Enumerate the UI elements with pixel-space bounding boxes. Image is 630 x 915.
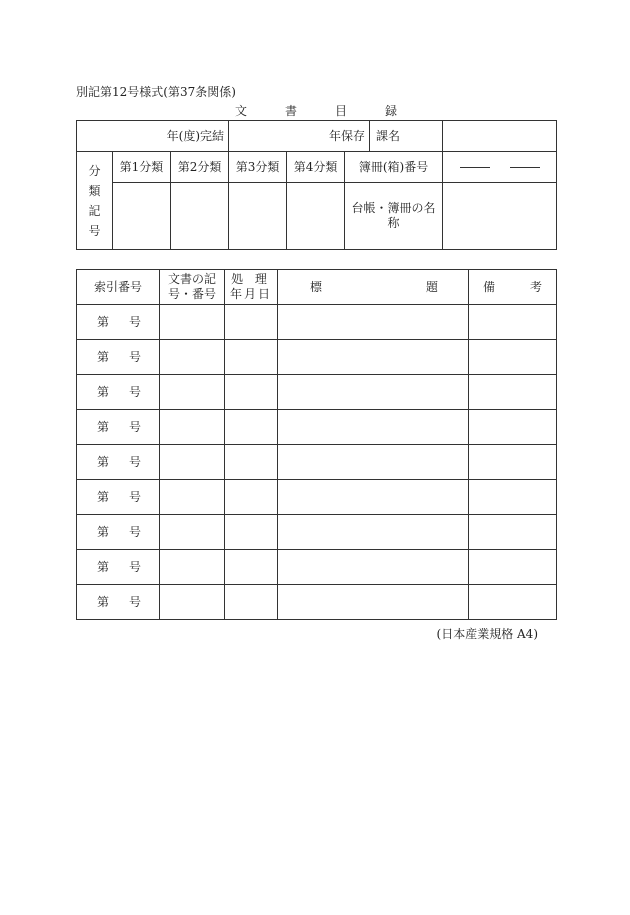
category-1-header: 第1分類 <box>113 152 171 183</box>
index-prefix: 第 <box>97 314 110 329</box>
subject-cell[interactable] <box>278 305 469 340</box>
table-row <box>77 410 557 445</box>
classification-char-1: 分 <box>88 163 101 178</box>
index-suffix: 号 <box>128 454 141 469</box>
index-suffix: 号 <box>128 349 141 364</box>
remarks-char-2: 考 <box>529 279 542 294</box>
index-rows <box>77 305 557 620</box>
processing-date-cell[interactable] <box>225 305 278 340</box>
ledger-name-line2: 称 <box>387 216 400 230</box>
index-number-cell[interactable] <box>77 445 160 480</box>
index-number-cell[interactable] <box>77 410 160 445</box>
category-2-value-cell[interactable] <box>171 183 229 250</box>
category-2-header: 第2分類 <box>171 152 229 183</box>
subject-cell[interactable] <box>278 445 469 480</box>
index-prefix: 第 <box>97 559 110 574</box>
category-3-value-cell[interactable] <box>229 183 287 250</box>
dash-separator-2 <box>510 167 540 168</box>
processing-date-cell[interactable] <box>225 410 278 445</box>
index-suffix: 号 <box>128 594 141 609</box>
table-row <box>77 585 557 620</box>
section-name-label: 課名 <box>376 129 401 143</box>
subject-cell[interactable] <box>278 410 469 445</box>
category-1-value-cell[interactable] <box>113 183 171 250</box>
remarks-cell[interactable] <box>469 480 557 515</box>
index-suffix: 号 <box>128 419 141 434</box>
category-3-header: 第3分類 <box>229 152 287 183</box>
doc-mark-cell[interactable] <box>160 585 225 620</box>
table-row <box>77 305 557 340</box>
header-table <box>76 120 557 250</box>
doc-mark-header <box>160 270 225 305</box>
processing-date-header <box>225 270 278 305</box>
paper-size-note: (日本産業規格 A4) <box>436 627 538 641</box>
remarks-cell[interactable] <box>469 585 557 620</box>
index-prefix: 第 <box>97 594 110 609</box>
section-name-value-cell[interactable] <box>443 121 557 152</box>
processing-date-cell[interactable] <box>225 480 278 515</box>
subject-cell[interactable] <box>278 515 469 550</box>
classification-char-4: 号 <box>88 223 101 238</box>
index-number-cell[interactable] <box>77 340 160 375</box>
index-prefix: 第 <box>97 489 110 504</box>
remarks-cell[interactable] <box>469 305 557 340</box>
table-row <box>77 515 557 550</box>
subject-cell[interactable] <box>278 550 469 585</box>
remarks-cell[interactable] <box>469 550 557 585</box>
processing-date-cell[interactable] <box>225 375 278 410</box>
subject-header <box>278 270 469 305</box>
remarks-header <box>469 270 557 305</box>
remarks-cell[interactable] <box>469 410 557 445</box>
table-row <box>77 480 557 515</box>
index-prefix: 第 <box>97 524 110 539</box>
subject-cell[interactable] <box>278 340 469 375</box>
index-suffix: 号 <box>128 314 141 329</box>
processing-line1: 処 理 <box>231 272 271 286</box>
ledger-name-value-cell[interactable] <box>443 183 557 250</box>
document-title: 文書目録 <box>234 104 435 118</box>
index-number-cell[interactable] <box>77 305 160 340</box>
index-number-header: 索引番号 <box>77 270 160 305</box>
index-suffix: 号 <box>128 524 141 539</box>
subject-cell[interactable] <box>278 375 469 410</box>
table-row <box>77 445 557 480</box>
ledger-name-header <box>345 183 443 250</box>
doc-mark-cell[interactable] <box>160 550 225 585</box>
processing-line2: 年月日 <box>229 287 272 301</box>
processing-date-cell[interactable] <box>225 585 278 620</box>
remarks-char-1: 備 <box>483 279 496 294</box>
doc-mark-cell[interactable] <box>160 375 225 410</box>
retention-cell[interactable] <box>229 121 443 152</box>
category-4-value-cell[interactable] <box>287 183 345 250</box>
retention-label: 年保存 <box>229 121 370 151</box>
category-4-header: 第4分類 <box>287 152 345 183</box>
processing-date-cell[interactable] <box>225 550 278 585</box>
processing-date-cell[interactable] <box>225 340 278 375</box>
processing-date-cell[interactable] <box>225 515 278 550</box>
index-number-cell[interactable] <box>77 375 160 410</box>
remarks-cell[interactable] <box>469 375 557 410</box>
index-prefix: 第 <box>97 454 110 469</box>
index-prefix: 第 <box>97 419 110 434</box>
index-table <box>76 269 557 620</box>
doc-mark-line1: 文書の記 <box>167 272 216 286</box>
doc-mark-cell[interactable] <box>160 445 225 480</box>
table-row <box>77 340 557 375</box>
table-row <box>77 375 557 410</box>
classification-char-2: 類 <box>88 183 101 198</box>
table-row <box>77 550 557 585</box>
doc-mark-cell[interactable] <box>160 410 225 445</box>
remarks-cell[interactable] <box>469 515 557 550</box>
index-suffix: 号 <box>128 384 141 399</box>
subject-char-2: 題 <box>425 279 438 294</box>
form-reference: 別記第12号様式(第37条関係) <box>76 85 236 99</box>
classification-label-cell <box>77 152 113 250</box>
doc-mark-line2: 号・番号 <box>167 287 216 301</box>
year-completed-cell[interactable]: 年(度)完結 <box>77 121 229 152</box>
processing-date-cell[interactable] <box>225 445 278 480</box>
doc-mark-cell[interactable] <box>160 515 225 550</box>
index-suffix: 号 <box>128 489 141 504</box>
index-number-cell[interactable] <box>77 515 160 550</box>
index-number-cell[interactable] <box>77 480 160 515</box>
remarks-cell[interactable] <box>469 340 557 375</box>
classification-char-3: 記 <box>88 203 101 218</box>
ledger-number-value-cell[interactable] <box>443 152 557 183</box>
doc-mark-cell[interactable] <box>160 305 225 340</box>
ledger-number-header: 簿冊(箱)番号 <box>345 152 443 183</box>
subject-char-1: 標 <box>310 279 323 294</box>
index-prefix: 第 <box>97 384 110 399</box>
index-number-cell[interactable] <box>77 550 160 585</box>
dash-separator-1 <box>460 167 490 168</box>
index-prefix: 第 <box>97 349 110 364</box>
index-suffix: 号 <box>128 559 141 574</box>
index-number-cell[interactable] <box>77 585 160 620</box>
subject-cell[interactable] <box>278 480 469 515</box>
ledger-name-line1: 台帳・簿冊の名 <box>351 201 436 215</box>
doc-mark-cell[interactable] <box>160 480 225 515</box>
remarks-cell[interactable] <box>469 445 557 480</box>
doc-mark-cell[interactable] <box>160 340 225 375</box>
subject-cell[interactable] <box>278 585 469 620</box>
